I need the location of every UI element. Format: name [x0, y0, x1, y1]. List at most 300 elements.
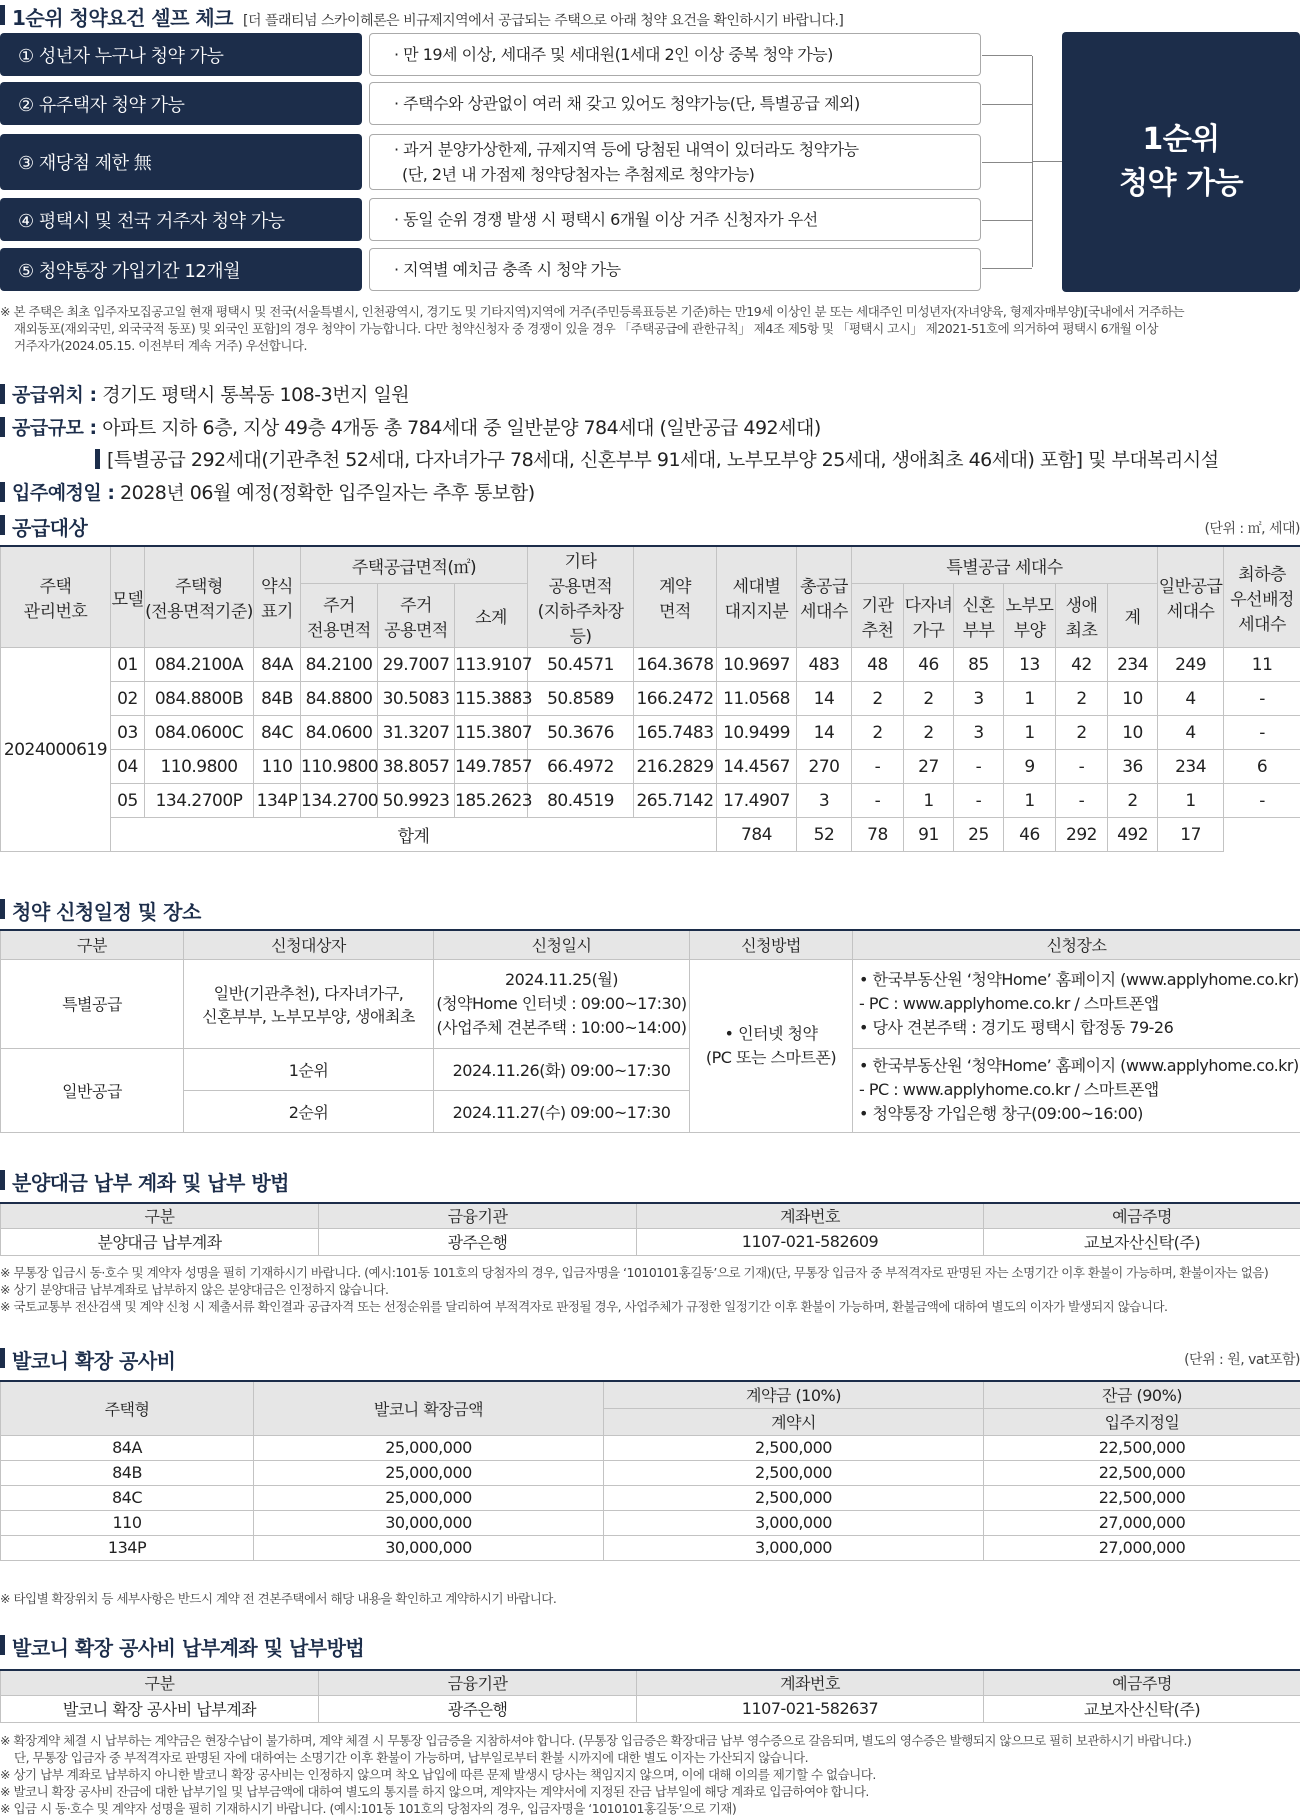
- schedule-special-target-line2: 신혼부부, 노부모부양, 생애최초: [202, 1006, 415, 1026]
- header-type: [145, 546, 254, 648]
- connector-line: [982, 104, 1032, 105]
- table-cell: 11: [1224, 648, 1300, 682]
- criterion-2-label: ② 유주택자 청약 가능: [18, 94, 185, 116]
- table-cell: 115.3883: [455, 682, 528, 716]
- eligibility-note-line2: 재외동포(재외국민, 외국국적 동포) 및 외국인 포함]의 경우 청약이 가능합니다. 다만 청약신청자 중 경쟁이 있을 경우 「주택공급에 관한규칙」 제4조 제5항 및 「평택시 고시」 제2021-51호에 의거하여 평택시 6개월 이상: [14, 321, 1158, 336]
- balcony-payment-header-holder: 예금주명: [984, 1670, 1300, 1695]
- header-total: [797, 546, 852, 648]
- schedule-special-target-line1: 일반(기관추천), 다자녀가구,: [213, 983, 404, 1003]
- table-cell: 10.9499: [717, 716, 797, 750]
- balcony-header-deposit: 계약금 (10%): [604, 1381, 984, 1408]
- balcony-payment-holder: 교보자산신탁(주): [984, 1695, 1300, 1722]
- table-cell: 01: [111, 648, 145, 682]
- payment-notes: [0, 1264, 1300, 1315]
- balcony-header-amount: 발코니 확장금액: [254, 1381, 604, 1435]
- table-cell: 84.0600: [301, 716, 378, 750]
- table-cell: 110.9800: [145, 750, 254, 784]
- supply-scale: [0, 413, 821, 440]
- balcony-payment-header-bank: 금융기관: [319, 1670, 637, 1695]
- table-cell: 25,000,000: [254, 1435, 604, 1460]
- table-cell: 234: [1108, 648, 1158, 682]
- header-s6-text: 계: [1124, 608, 1141, 629]
- header-s5-line1: 생애: [1065, 595, 1098, 616]
- header-exclusive: [301, 584, 378, 648]
- total-cell: 17: [1158, 818, 1224, 852]
- header-s6: [1108, 584, 1158, 648]
- supply-title: [0, 512, 87, 541]
- table-cell: 2: [1056, 716, 1108, 750]
- header-contract: [634, 546, 717, 648]
- header-s4-line2: 부양: [1013, 620, 1046, 641]
- table-cell: 50.3676: [528, 716, 634, 750]
- balcony-payment-category: 발코니 확장 공사비 납부계좌: [1, 1695, 319, 1722]
- table-cell: 134P: [1, 1535, 254, 1560]
- table-cell: 27: [904, 750, 954, 784]
- schedule-method-line2: (PC 또는 스마트폰): [705, 1047, 837, 1067]
- schedule-rank1: 1순위: [184, 1048, 434, 1090]
- table-cell: 29.7007: [378, 648, 455, 682]
- balcony-note: ※ 타입별 확장위치 등 세부사항은 반드시 계약 전 견본주택에서 해당 내용을 확인하고 계약하시기 바랍니다.: [0, 1591, 557, 1606]
- header-model: [111, 546, 145, 648]
- balcony-payment-note-1: ※ 확장계약 체결 시 납부하는 계약금은 현장수납이 불가하며, 계약 체결 시 무통장 입금증을 지참하셔야 합니다. (무통장 입금증은 확장대금 납부 영수증으로 갈음되며, 별도의 영수증은 발행되지 않으므로 필히 보관하시기 바랍니다.): [0, 1733, 1192, 1748]
- schedule-special-place: [853, 959, 1300, 1048]
- total-cell: 492: [1108, 818, 1158, 852]
- table-cell: 30,000,000: [254, 1510, 604, 1535]
- table-cell: 3: [954, 682, 1004, 716]
- balcony-payment-bank: 광주은행: [319, 1695, 637, 1722]
- table-cell: 185.2623: [455, 784, 528, 818]
- schedule-general-place-line1: • 한국부동산원 ‘청약Home’ 홈페이지 (www.applyhome.co.kr): [859, 1056, 1299, 1075]
- payment-header-category: 구분: [1, 1203, 319, 1228]
- table-cell: 265.7142: [634, 784, 717, 818]
- payment-header-bank: 금융기관: [319, 1203, 637, 1228]
- table-cell: 17.4907: [717, 784, 797, 818]
- header-contract-line2: 면적: [659, 602, 691, 622]
- table-row: [1, 1460, 1300, 1485]
- table-cell: 30,000,000: [254, 1535, 604, 1560]
- table-row: [1, 1535, 1300, 1560]
- table-cell: 22,500,000: [984, 1435, 1300, 1460]
- supply-location-value: 경기도 평택시 통복동 108-3번지 일원: [102, 384, 410, 406]
- criterion-4-desc: [369, 198, 981, 241]
- table-cell: 50.8589: [528, 682, 634, 716]
- connector-line: [982, 220, 1032, 221]
- schedule-title-text: 청약 신청일정 및 장소: [12, 900, 201, 924]
- header-special-text: 특별공급 세대수: [946, 557, 1063, 578]
- balcony-payment-account-number: 1107-021-582637: [637, 1695, 984, 1722]
- header-area-text: 주택공급면적(㎡): [351, 557, 477, 578]
- table-cell: 084.2100A: [145, 648, 254, 682]
- header-lowest-line3: 세대수: [1238, 614, 1286, 635]
- criterion-1-label: ① 성년자 누구나 청약 가능: [18, 45, 224, 67]
- table-cell: 42: [1056, 648, 1108, 682]
- header-general-line2: 세대수: [1166, 602, 1215, 622]
- supply-title-text: 공급대상: [12, 516, 88, 540]
- table-cell: 134P: [254, 784, 301, 818]
- table-cell: 31.3207: [378, 716, 455, 750]
- supply-scale-value1: 아파트 지하 6층, 지상 49층 4개동 총 784세대 중 일반분양 784세대 (일반공급 492세대): [102, 417, 821, 439]
- header-s3-line2: 부부: [962, 620, 995, 641]
- table-cell: 22,500,000: [984, 1485, 1300, 1510]
- header-s2-line1: 다자녀: [904, 595, 953, 616]
- table-cell: -: [954, 784, 1004, 818]
- schedule-special-date-line3: (사업주체 견본주택 : 10:00~14:00): [436, 1017, 687, 1037]
- schedule-special-date: [434, 959, 690, 1048]
- table-cell: 84B: [1, 1460, 254, 1485]
- table-cell: 113.9107: [455, 648, 528, 682]
- table-cell: 22,500,000: [984, 1460, 1300, 1485]
- supply-scale-cont: [95, 445, 1219, 472]
- schedule-table: [0, 929, 1300, 1133]
- table-cell: 10.9697: [717, 648, 797, 682]
- balcony-payment-note-5: ※ 입금 시 동·호수 및 계약자 성명을 필히 기재하시기 바랍니다. (예시:101동 101호의 당첨자의 경우, 입금자명을 ‘1010101홍길동’으로 기재): [0, 1801, 737, 1816]
- table-cell: 2: [904, 716, 954, 750]
- table-cell: 1: [1004, 784, 1056, 818]
- header-total-line2: 세대수: [800, 602, 848, 622]
- table-cell: 6: [1224, 750, 1300, 784]
- header-lowest: [1224, 546, 1300, 648]
- table-cell: 80.4519: [528, 784, 634, 818]
- schedule-special-date-line1: 2024.11.25(월): [504, 969, 619, 989]
- balcony-payment-table: [0, 1669, 1300, 1723]
- schedule-special-place-line1: • 한국부동산원 ‘청약Home’ 홈페이지 (www.applyhome.co.kr): [859, 969, 1299, 989]
- table-cell: 216.2829: [634, 750, 717, 784]
- total-cell: 292: [1056, 818, 1108, 852]
- connector-line: [982, 268, 1032, 269]
- header-general: [1158, 546, 1224, 648]
- table-cell: 149.7857: [455, 750, 528, 784]
- table-cell: 10: [1108, 716, 1158, 750]
- header-land: [717, 546, 797, 648]
- table-cell: 84.8800: [301, 682, 378, 716]
- header-common: [378, 584, 455, 648]
- header-abbr: [254, 546, 301, 648]
- table-cell: 25,000,000: [254, 1460, 604, 1485]
- supply-location: [0, 380, 409, 407]
- table-cell: 2,500,000: [604, 1435, 984, 1460]
- header-s5: [1056, 584, 1108, 648]
- balcony-header-balance-sub: 입주지정일: [984, 1408, 1300, 1435]
- header-exclusive-line2: 전용면적: [307, 620, 371, 641]
- mgmt-number-cell: 2024000619: [1, 648, 111, 852]
- total-row: [1, 818, 1300, 852]
- header-s3-line1: 신혼: [962, 595, 995, 616]
- header-mgmt-line1: 주택: [39, 577, 72, 597]
- connector-line: [982, 162, 1032, 163]
- table-cell: 02: [111, 682, 145, 716]
- header-total-line1: 총공급: [800, 577, 848, 597]
- total-cell: 52: [797, 818, 852, 852]
- table-cell: 2: [852, 716, 904, 750]
- eligibility-title-text: 1순위 청약요건 셀프 체크: [12, 6, 234, 30]
- criterion-1-desc-text: · 만 19세 이상, 세대주 및 세대원(1세대 2인 이상 중복 청약 가능): [394, 45, 833, 64]
- eligibility-note-line3: 거주자가(2024.05.15. 이전부터 계속 거주) 우선합니다.: [14, 338, 307, 353]
- table-cell: 134.2700P: [145, 784, 254, 818]
- supply-location-label: 공급위치 :: [12, 384, 97, 406]
- header-general-line1: 일반공급: [1158, 577, 1223, 597]
- table-cell: 3,000,000: [604, 1510, 984, 1535]
- table-cell: 04: [111, 750, 145, 784]
- header-mgmt-line2: 관리번호: [23, 602, 88, 622]
- header-s3: [954, 584, 1004, 648]
- table-cell: 46: [904, 648, 954, 682]
- criterion-4-label: ④ 평택시 및 전국 거주자 청약 가능: [18, 210, 285, 232]
- supply-unit: (단위 : ㎡, 세대): [1204, 521, 1300, 537]
- table-cell: 234: [1158, 750, 1224, 784]
- table-cell: 84A: [254, 648, 301, 682]
- criterion-5-label: ⑤ 청약통장 가입기간 12개월: [18, 260, 241, 282]
- table-cell: 270: [797, 750, 852, 784]
- table-cell: 4: [1158, 716, 1224, 750]
- payment-category: 분양대금 납부계좌: [1, 1228, 319, 1255]
- schedule-method-line1: • 인터넷 청약: [724, 1023, 818, 1043]
- header-special: [852, 546, 1158, 584]
- table-cell: 1: [1004, 716, 1056, 750]
- header-model-text: 모델: [111, 589, 144, 610]
- balcony-payment-title-text: 발코니 확장 공사비 납부계좌 및 납부방법: [12, 1636, 365, 1660]
- payment-account-number: 1107-021-582609: [637, 1228, 984, 1255]
- header-etc-line2: 공용면적: [548, 577, 613, 597]
- table-cell: 110: [254, 750, 301, 784]
- table-row: [1, 648, 1300, 682]
- table-cell: 25,000,000: [254, 1485, 604, 1510]
- payment-table: [0, 1202, 1300, 1256]
- table-cell: 84B: [254, 682, 301, 716]
- balcony-unit: (단위 : 원, vat포함): [1184, 1352, 1300, 1368]
- balcony-table: [0, 1380, 1300, 1561]
- table-cell: 166.2472: [634, 682, 717, 716]
- header-area: [301, 546, 528, 584]
- schedule-rank1-date: 2024.11.26(화) 09:00~17:30: [434, 1048, 690, 1090]
- schedule-special-label: 특별공급: [1, 959, 184, 1048]
- criterion-3-label: ③ 재당첨 제한 無: [18, 153, 152, 174]
- schedule-header-method: 신청방법: [690, 930, 853, 959]
- table-cell: 05: [111, 784, 145, 818]
- result-line2: 청약 가능: [1119, 166, 1243, 201]
- table-row: [1, 750, 1300, 784]
- schedule-special-date-line2: (청약Home 인터넷 : 09:00~17:30): [436, 993, 687, 1013]
- payment-note-3: ※ 국토교통부 전산검색 및 계약 신청 시 제출서류 확인결과 공급자격 또는 선정순위를 달리하여 부적격자로 판정될 경우, 사업주체가 규정한 일정기간 이후 환불이 가능하며, 환불금액에 대하여 별도의 이자가 발생되지 않습니다.: [0, 1299, 1168, 1314]
- header-etc-line1: 기타: [564, 552, 597, 572]
- header-subtotal-text: 소계: [475, 608, 507, 629]
- eligibility-subtitle: [더 플래티넘 스카이헤론은 비규제지역에서 공급되는 주택으로 아래 청약 요건을 확인하시기 바랍니다.]: [243, 13, 844, 29]
- criterion-5-desc: [369, 248, 981, 291]
- header-contract-line1: 계약: [659, 577, 691, 597]
- table-row: [1, 682, 1300, 716]
- table-cell: 110: [1, 1510, 254, 1535]
- criterion-2-desc: [369, 82, 981, 125]
- schedule-rank2-date: 2024.11.27(수) 09:00~17:30: [434, 1090, 690, 1132]
- balcony-payment-header-category: 구분: [1, 1670, 319, 1695]
- table-cell: 4: [1158, 682, 1224, 716]
- table-cell: 14: [797, 682, 852, 716]
- table-cell: -: [1224, 682, 1300, 716]
- criterion-1-desc: [369, 33, 981, 76]
- schedule-special-place-line2: - PC : www.applyhome.co.kr / 스마트폰앱: [859, 993, 1159, 1013]
- balcony-title-text: 발코니 확장 공사비: [12, 1349, 176, 1373]
- criterion-3: [0, 134, 362, 190]
- table-cell: 50.4571: [528, 648, 634, 682]
- criterion-3-desc: [369, 134, 981, 190]
- table-cell: 2: [852, 682, 904, 716]
- payment-note-1: ※ 무통장 입금시 동·호수 및 계약자 성명을 필히 기재하시기 바랍니다. (예시:101동 101호의 당첨자의 경우, 입금자명을 ‘1010101홍길동’으로 기재)(단, 무통장 입금자 중 부적격자로 판명된 자는 소명기간 이후 환불이 가능하며, 환불이자는 없음): [0, 1265, 1269, 1280]
- criterion-3-desc-line2: (단, 2년 내 가점제 청약당첨자는 추첨제로 청약가능): [402, 165, 755, 184]
- table-cell: 483: [797, 648, 852, 682]
- table-cell: 14: [797, 716, 852, 750]
- schedule-general-place-line3: • 청약통장 가입은행 창구(09:00~16:00): [859, 1104, 1143, 1123]
- table-cell: -: [954, 750, 1004, 784]
- schedule-general-place-line2: - PC : www.applyhome.co.kr / 스마트폰앱: [859, 1080, 1159, 1099]
- table-cell: 2: [904, 682, 954, 716]
- balcony-payment-notes: [0, 1732, 1300, 1817]
- table-cell: 84C: [1, 1485, 254, 1510]
- payment-holder: 교보자산신탁(주): [984, 1228, 1300, 1255]
- supply-scale-value2: [특별공급 292세대(기관추천 52세대, 다자녀가구 78세대, 신혼부부 91세대, 노부모부양 25세대, 생애최초 46세대) 포함] 및 부대복리시설: [107, 449, 1219, 471]
- table-cell: 134.2700: [301, 784, 378, 818]
- criterion-5: [0, 248, 362, 291]
- schedule-header-category: 구분: [1, 930, 184, 959]
- table-row: [1, 716, 1300, 750]
- table-cell: 30.5083: [378, 682, 455, 716]
- header-subtotal: [455, 584, 528, 648]
- total-label: 합계: [111, 818, 717, 852]
- table-cell: 36: [1108, 750, 1158, 784]
- table-cell: 3: [954, 716, 1004, 750]
- supply-table: [0, 545, 1300, 852]
- table-cell: 14.4567: [717, 750, 797, 784]
- header-common-line1: 주거: [400, 595, 432, 616]
- payment-bank: 광주은행: [319, 1228, 637, 1255]
- schedule-header-target: 신청대상자: [184, 930, 434, 959]
- eligibility-note-line1: ※ 본 주택은 최초 입주자모집공고일 현재 평택시 및 전국(서울특별시, 인천광역시, 경기도 및 기타지역)지역에 거주(주민등록표등본 기준)하는 만19세 이상인 분 또는 세대주인 미성년자(자녀양육, 형제자매부양)[국내에서 거주하는: [0, 304, 1185, 319]
- header-s4-line1: 노부모: [1005, 595, 1054, 616]
- table-cell: 27,000,000: [984, 1535, 1300, 1560]
- table-cell: -: [1224, 716, 1300, 750]
- total-cell: 78: [852, 818, 904, 852]
- move-in-label: 입주예정일 :: [12, 482, 115, 504]
- table-cell: 2: [1108, 784, 1158, 818]
- table-cell: 1: [904, 784, 954, 818]
- table-cell: 165.7483: [634, 716, 717, 750]
- table-cell: 85: [954, 648, 1004, 682]
- table-cell: -: [1224, 784, 1300, 818]
- criterion-2-desc-text: · 주택수와 상관없이 여러 채 갖고 있어도 청약가능(단, 특별공급 제외): [394, 94, 860, 113]
- header-s1-line2: 추천: [861, 620, 894, 641]
- criterion-4-desc-text: · 동일 순위 경쟁 발생 시 평택시 6개월 이상 거주 신청자가 우선: [394, 210, 818, 229]
- balcony-payment-title: [0, 1632, 364, 1661]
- table-cell: 2,500,000: [604, 1485, 984, 1510]
- table-cell: 084.8800B: [145, 682, 254, 716]
- table-cell: 84A: [1, 1435, 254, 1460]
- table-cell: -: [852, 750, 904, 784]
- balcony-payment-note-4: ※ 발코니 확장 공사비 잔금에 대한 납부기일 및 납부금액에 대하여 별도의 통지를 하지 않으며, 계약자는 계약서에 지정된 잔금 납부일에 해당 계좌로 입금하여야 합니다.: [0, 1784, 869, 1799]
- header-land-line1: 세대별: [732, 577, 781, 597]
- table-cell: -: [1056, 750, 1108, 784]
- table-row: [1, 1435, 1300, 1460]
- table-cell: 84.2100: [301, 648, 378, 682]
- total-cell: 46: [1004, 818, 1056, 852]
- table-cell: 110.9800: [301, 750, 378, 784]
- header-s1: [852, 584, 904, 648]
- table-cell: 48: [852, 648, 904, 682]
- table-cell: 9: [1004, 750, 1056, 784]
- bracket-arrow-line: [1032, 161, 1062, 162]
- table-cell: -: [1056, 784, 1108, 818]
- table-cell: 13: [1004, 648, 1056, 682]
- table-cell: 66.4972: [528, 750, 634, 784]
- table-cell: 084.0600C: [145, 716, 254, 750]
- payment-note-2: ※ 상기 분양대금 납부계좌로 납부하지 않은 분양대금은 인정하지 않습니다.: [0, 1282, 389, 1297]
- table-cell: 1: [1004, 682, 1056, 716]
- table-cell: 3,000,000: [604, 1535, 984, 1560]
- schedule-header-date: 신청일시: [434, 930, 690, 959]
- payment-header-holder: 예금주명: [984, 1203, 1300, 1228]
- schedule-rank2: 2순위: [184, 1090, 434, 1132]
- schedule-general-label: 일반공급: [1, 1048, 184, 1132]
- header-mgmt: [1, 546, 111, 648]
- balcony-title: [0, 1345, 176, 1374]
- schedule-title: [0, 896, 201, 925]
- schedule-method: [690, 959, 853, 1132]
- criterion-4: [0, 198, 362, 241]
- balcony-header-balance: 잔금 (90%): [984, 1381, 1300, 1408]
- header-s5-line2: 최초: [1065, 620, 1098, 641]
- header-lowest-line2: 우선배정: [1230, 589, 1294, 610]
- balcony-header-type: 주택형: [1, 1381, 254, 1435]
- header-s2: [904, 584, 954, 648]
- schedule-header-place: 신청장소: [853, 930, 1300, 959]
- schedule-general-place: [853, 1048, 1300, 1132]
- header-etc: [528, 546, 634, 648]
- header-common-line2: 공용면적: [384, 620, 448, 641]
- table-cell: 84C: [254, 716, 301, 750]
- table-cell: 164.3678: [634, 648, 717, 682]
- header-etc-line3: (지하주차장 등): [537, 602, 624, 647]
- header-s1-line1: 기관: [861, 595, 894, 616]
- balcony-payment-note-2: 단, 무통장 입금자 중 부적격자로 판명된 자에 대하여는 소명기간 이후 환불이 가능하며, 납부일로부터 환불 시까지에 대한 별도 이자는 가산되지 않습니다.: [14, 1750, 809, 1765]
- table-row: [1, 1510, 1300, 1535]
- total-cell: 91: [904, 818, 954, 852]
- header-s4: [1004, 584, 1056, 648]
- criterion-5-desc-text: · 지역별 예치금 충족 시 청약 가능: [394, 260, 621, 279]
- header-exclusive-line1: 주거: [323, 595, 355, 616]
- header-lowest-line1: 최하층: [1238, 564, 1286, 585]
- eligibility-title: [0, 2, 843, 31]
- header-abbr-line1: 약식: [261, 577, 293, 597]
- criterion-1: [0, 33, 362, 76]
- header-type-line2: (전용면적기준): [145, 602, 253, 622]
- total-cell: 784: [717, 818, 797, 852]
- table-cell: 2,500,000: [604, 1460, 984, 1485]
- table-cell: 115.3807: [455, 716, 528, 750]
- table-cell: 249: [1158, 648, 1224, 682]
- table-cell: 27,000,000: [984, 1510, 1300, 1535]
- header-type-line1: 주택형: [175, 577, 223, 597]
- header-land-line2: 대지지분: [724, 602, 789, 622]
- schedule-special-target: [184, 959, 434, 1048]
- table-cell: 10: [1108, 682, 1158, 716]
- header-abbr-line2: 표기: [261, 602, 293, 622]
- table-cell: 50.9923: [378, 784, 455, 818]
- balcony-payment-note-3: ※ 상기 납부 계좌로 납부하지 아니한 발코니 확장 공사비는 인정하지 않으며 착오 납입에 따른 문제 발생시 당사는 책임지지 않으며, 이에 대해 이의를 제기할 수 없습니다.: [0, 1767, 876, 1782]
- table-cell: 2: [1056, 682, 1108, 716]
- table-cell: 03: [111, 716, 145, 750]
- payment-header-account: 계좌번호: [637, 1203, 984, 1228]
- table-cell: 38.8057: [378, 750, 455, 784]
- eligibility-note: [0, 303, 1270, 354]
- payment-title: [0, 1167, 289, 1196]
- table-cell: 3: [797, 784, 852, 818]
